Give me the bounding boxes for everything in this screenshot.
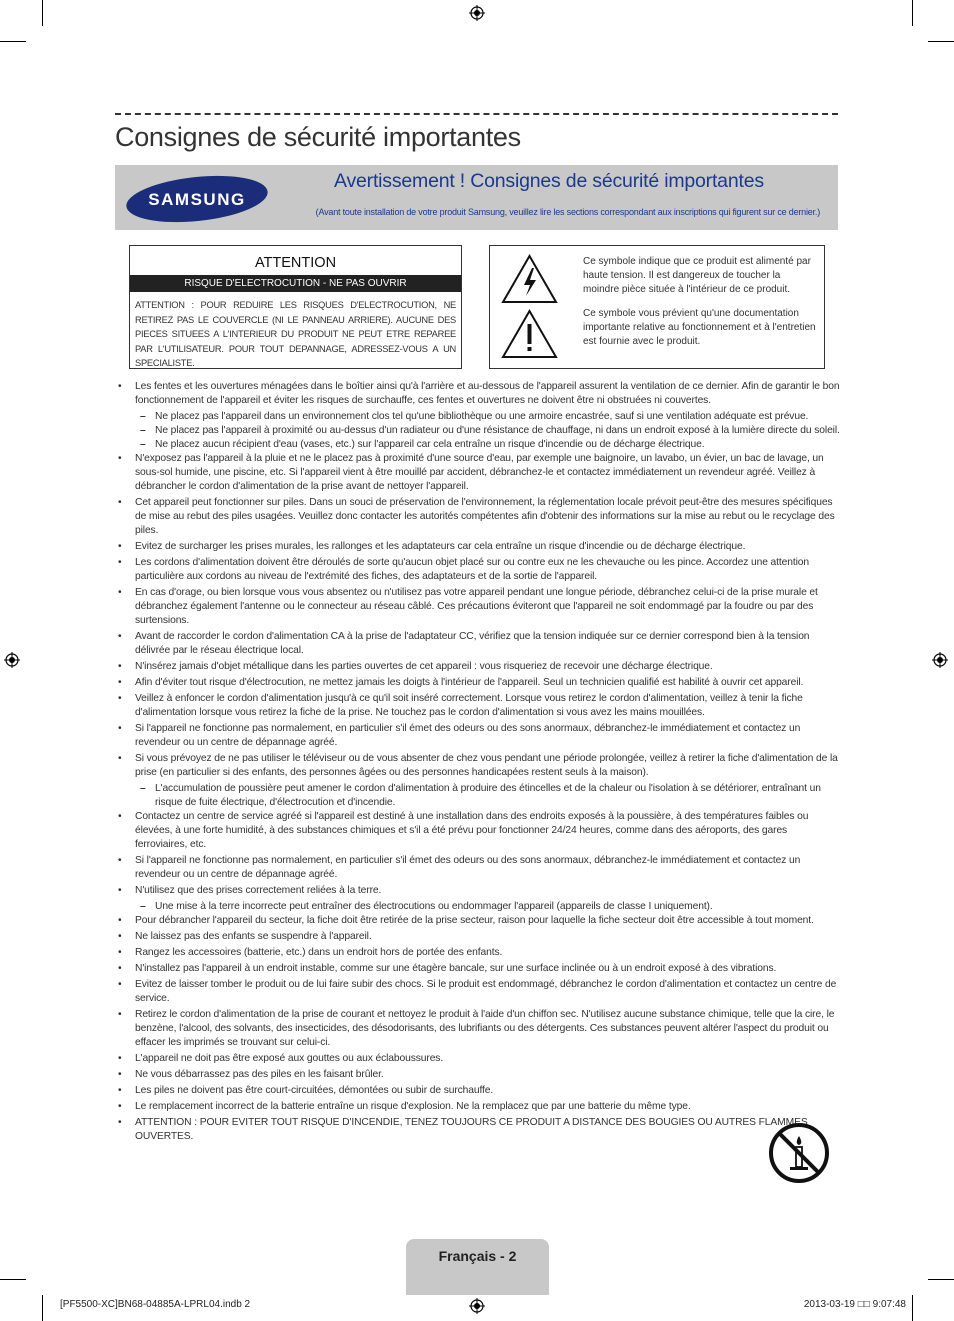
- list-item: • Evitez de laisser tomber le produit ou de lui faire subir des chocs. Si le produit est endommagé, débranchez le cordon d'alimentation et contactez un centre de service.: [115, 978, 840, 1006]
- crop-mark: [928, 1279, 954, 1280]
- symbol-text: Ce symbole vous prévient qu'une documentation importante relative au fonctionnement et à l'entretien est fournie avec le produit.: [583, 308, 816, 347]
- list-item: • Si vous prévoyez de ne pas utiliser le téléviseur ou de vous absenter de chez vous pendant une période prolongée, veillez à retirer la fiche d'alimentation de la prise (en particulier si des enfants, des personnes âgées ou des personnes handicapées restent seuls à la maison).: [115, 752, 840, 780]
- page-number-label: Français - 2: [438, 1248, 517, 1264]
- file-info: [PF5500-XC]BN68-04885A-LPRL04.indb 2: [60, 1299, 251, 1310]
- svg-text:SAMSUNG: SAMSUNG: [148, 190, 246, 209]
- symbols-box: [489, 245, 825, 369]
- list-item: • N'insérez jamais d'objet métallique dans les parties ouvertes de cet appareil : vous risqueriez de recevoir une décharge électrique.: [115, 660, 840, 674]
- crop-mark: [0, 1279, 26, 1280]
- sub-list-item: – Ne placez pas l'appareil dans un environnement clos tel qu'une bibliothèque ou une armoire encastrée, sauf si une ventilation adéquate est prévue.: [115, 410, 840, 424]
- attention-box: [129, 245, 462, 369]
- sub-list-item: – Ne placez pas l'appareil à proximité ou au-dessus d'un radiateur ou d'une résistance de chauffage, ni dans un endroit exposé à la lumière directe du soleil.: [115, 424, 840, 438]
- safety-instructions: [115, 380, 840, 1146]
- list-item: • Si l'appareil ne fonctionne pas normalement, en particulier s'il émet des odeurs ou des sons anormaux, débranchez-le immédiatement et contactez un revendeur ou un centre de dépannage agréé.: [115, 722, 840, 750]
- title-divider: [115, 113, 838, 115]
- crop-mark: [912, 1295, 913, 1321]
- attention-heading: ATTENTION: [254, 255, 337, 271]
- list-item: • Contactez un centre de service agréé si l'appareil est destiné à une installation dans des endroits exposés à la poussière, à des températures faibles ou élevées, à une forte humidité, à des substances chimiques et s'il a été prévu pour fonctionner 24/24 heures, comme dans des aéroports, des gares ferroviaires, etc.: [115, 810, 840, 852]
- list-item: • N'exposez pas l'appareil à la pluie et ne le placez pas à proximité d'une source d'eau, par exemple une baignoire, un lavabo, un évier, un bac de lavage, un sous-sol humide, une piscine, etc. Si l'appareil vient à être mouillé par accident, débranchez-le et contactez immédiatement un revendeur agréé. Veillez à débrancher le cordon d'alimentation de la prise avant de nettoyer l'appareil.: [115, 452, 840, 494]
- registration-mark-icon: [469, 5, 485, 21]
- list-item: • Les fentes et les ouvertures ménagées dans le boîtier ainsi qu'à l'arrière et au-dessous de l'appareil assurent la ventilation de ce dernier. Afin de garantir le bon fonctionnement de l'appareil et éviter les risques de surchauffe, ces fentes et ouvertures ne doivent être ni obstruées ni couvertes.: [115, 380, 840, 408]
- banner-title: Avertissement ! Consignes de sécurité importantes: [334, 170, 764, 192]
- list-item: • N'utilisez que des prises correctement reliées à la terre.: [115, 884, 840, 898]
- registration-mark-icon: [469, 1298, 485, 1314]
- list-item: • ATTENTION : POUR EVITER TOUT RISQUE D'INCENDIE, TENEZ TOUJOURS CE PRODUIT A DISTANCE DES BOUGIES OU AUTRES FLAMMES OUVERTES.: [115, 1116, 840, 1144]
- symbol-text: Ce symbole indique que ce produit est alimenté par haute tension. Il est dangereux de toucher la moindre pièce située à l'intérieur de ce produit.: [583, 256, 811, 295]
- list-item: • Rangez les accessoires (batterie, etc.) dans un endroit hors de portée des enfants.: [115, 946, 840, 960]
- list-item: • Retirez le cordon d'alimentation de la prise de courant et nettoyez le produit à l'aide d'un chiffon sec. N'utilisez aucune substance chimique, telle que la cire, le benzène, l'alcool, des solvants, des insecticides, des désodorisants, des lubrifiants ou des détergents. Ces substances peuvent altérer l'aspect du produit ou effacer les imprimés se trouvant sur celui-ci.: [115, 1008, 840, 1050]
- samsung-logo: [124, 173, 270, 225]
- list-item: • Afin d'éviter tout risque d'électrocution, ne mettez jamais les doigts à l'intérieur de l'appareil. Seul un technicien qualifié est habilité à ouvrir cet appareil.: [115, 676, 840, 690]
- list-item: • Si l'appareil ne fonctionne pas normalement, en particulier s'il émet des odeurs ou des sons anormaux, débranchez-le immédiatement et contactez un revendeur ou un centre de dépannage agréé.: [115, 854, 840, 882]
- crop-mark: [0, 41, 26, 42]
- registration-mark-icon: [932, 652, 948, 668]
- registration-mark-icon: [4, 652, 20, 668]
- list-item: • Les piles ne doivent pas être court-circuitées, démontées ou subir de surchauffe.: [115, 1084, 840, 1098]
- list-item: • L'appareil ne doit pas être exposé aux gouttes ou aux éclaboussures.: [115, 1052, 840, 1066]
- crop-mark: [42, 1295, 43, 1321]
- list-item: • N'installez pas l'appareil à un endroit instable, comme sur une étagère bancale, sur une surface inclinée ou à un endroit exposé à des vibrations.: [115, 962, 840, 976]
- list-item: • Avant de raccorder le cordon d'alimentation CA à la prise de l'adaptateur CC, vérifiez que la tension indiquée sur ce dernier correspond bien à la tension délivrée par le réseau électrique local.: [115, 630, 840, 658]
- warning-banner: [115, 165, 838, 230]
- list-item: • Pour débrancher l'appareil du secteur, la fiche doit être retirée de la prise secteur, raison pour laquelle la fiche secteur doit être accessible à tout moment.: [115, 914, 840, 928]
- list-item: • En cas d'orage, ou bien lorsque vous vous absentez ou n'utilisez pas votre appareil pendant une longue période, débranchez celui-ci de la prise murale et débranchez également l'antenne ou le connecteur au réseau câblé. Ces précautions éviteront que l'appareil ne soit endommagé par la foudre ou par des surtensions.: [115, 586, 840, 628]
- lightning-warning-icon: [501, 254, 558, 304]
- sub-list-item: – Une mise à la terre incorrecte peut entraîner des électrocutions ou endommager l'appareil (appareils de classe I uniquement).: [115, 900, 840, 914]
- no-candle-icon: [768, 1122, 830, 1184]
- list-item: • Cet appareil peut fonctionner sur piles. Dans un souci de préservation de l'environnement, la réglementation locale prévoit peut-être des mesures spécifiques de mise au rebut des piles usagées. Veuillez donc contacter les autorités compétentes afin d'obtenir des informations sur la mise au rebut ou le recyclage des piles.: [115, 496, 840, 538]
- attention-bar: RISQUE D'ELECTROCUTION - NE PAS OUVRIR: [130, 275, 461, 292]
- list-item: • Ne vous débarrassez pas des piles en les faisant brûler.: [115, 1068, 840, 1082]
- page-title: Consignes de sécurité importantes: [115, 122, 521, 152]
- list-item: • Veillez à enfoncer le cordon d'alimentation jusqu'à ce qu'il soit inséré correctement. Lorsque vous retirez le cordon d'alimentation, veillez à tenir la fiche d'alimentation lorsque vous retirez la fiche de la prise. Ne touchez pas le cordon d'alimentation si vous avez les mains mouillées.: [115, 692, 840, 720]
- list-item: • Les cordons d'alimentation doivent être déroulés de sorte qu'aucun objet placé sur ou contre eux ne les chevauche ou les pince. Accordez une attention particulière aux cordons au niveau de l'extrémité des fiches, des adaptateurs et de la sortie de l'appareil.: [115, 556, 840, 584]
- print-datetime: 2013-03-19 □□ 9:07:48: [803, 1299, 906, 1310]
- list-item: • Le remplacement incorrect de la batterie entraîne un risque d'explosion. Ne la remplacez que par une batterie du même type.: [115, 1100, 840, 1114]
- instruction-list: [115, 380, 840, 1144]
- sub-list-item: – Ne placez aucun récipient d'eau (vases, etc.) sur l'appareil car cela entraîne un risque d'incendie ou de décharge électrique.: [115, 438, 840, 452]
- crop-mark: [928, 41, 954, 42]
- crop-mark: [42, 0, 43, 26]
- sub-list-item: – L'accumulation de poussière peut amener le cordon d'alimentation à produire des étincelles et de la chaleur ou l'isolation à se détériorer, entraînant un risque de fuite électrique, d'électrocution et d'incendie.: [115, 782, 840, 810]
- attention-text: ATTENTION : POUR REDUIRE LES RISQUES D'ELECTROCUTION, NE RETIREZ PAS LE COUVERCLE (NI LE PANNEAU ARRIERE). AUCUNE DES PIECES SITUEES A L'INTERIEUR DU PRODUIT NE PEUT ETRE REPAREE PAR L'UTILISATEUR. POUR TOUT DEPANNAGE, ADRESSEZ-VOUS A UN SPECIALISTE.: [135, 300, 456, 368]
- list-item: • Evitez de surcharger les prises murales, les rallonges et les adaptateurs car cela entraîne un risque d'incendie ou de décharge électrique.: [115, 540, 840, 554]
- list-item: • Ne laissez pas des enfants se suspendre à l'appareil.: [115, 930, 840, 944]
- crop-mark: [912, 0, 913, 26]
- page-number-tab: [406, 1239, 549, 1295]
- exclamation-warning-icon: [501, 309, 558, 359]
- banner-note: (Avant toute installation de votre produit Samsung, veuillez lire les sections correspondant aux inscriptions qui figurent sur ce dernier.): [315, 207, 820, 217]
